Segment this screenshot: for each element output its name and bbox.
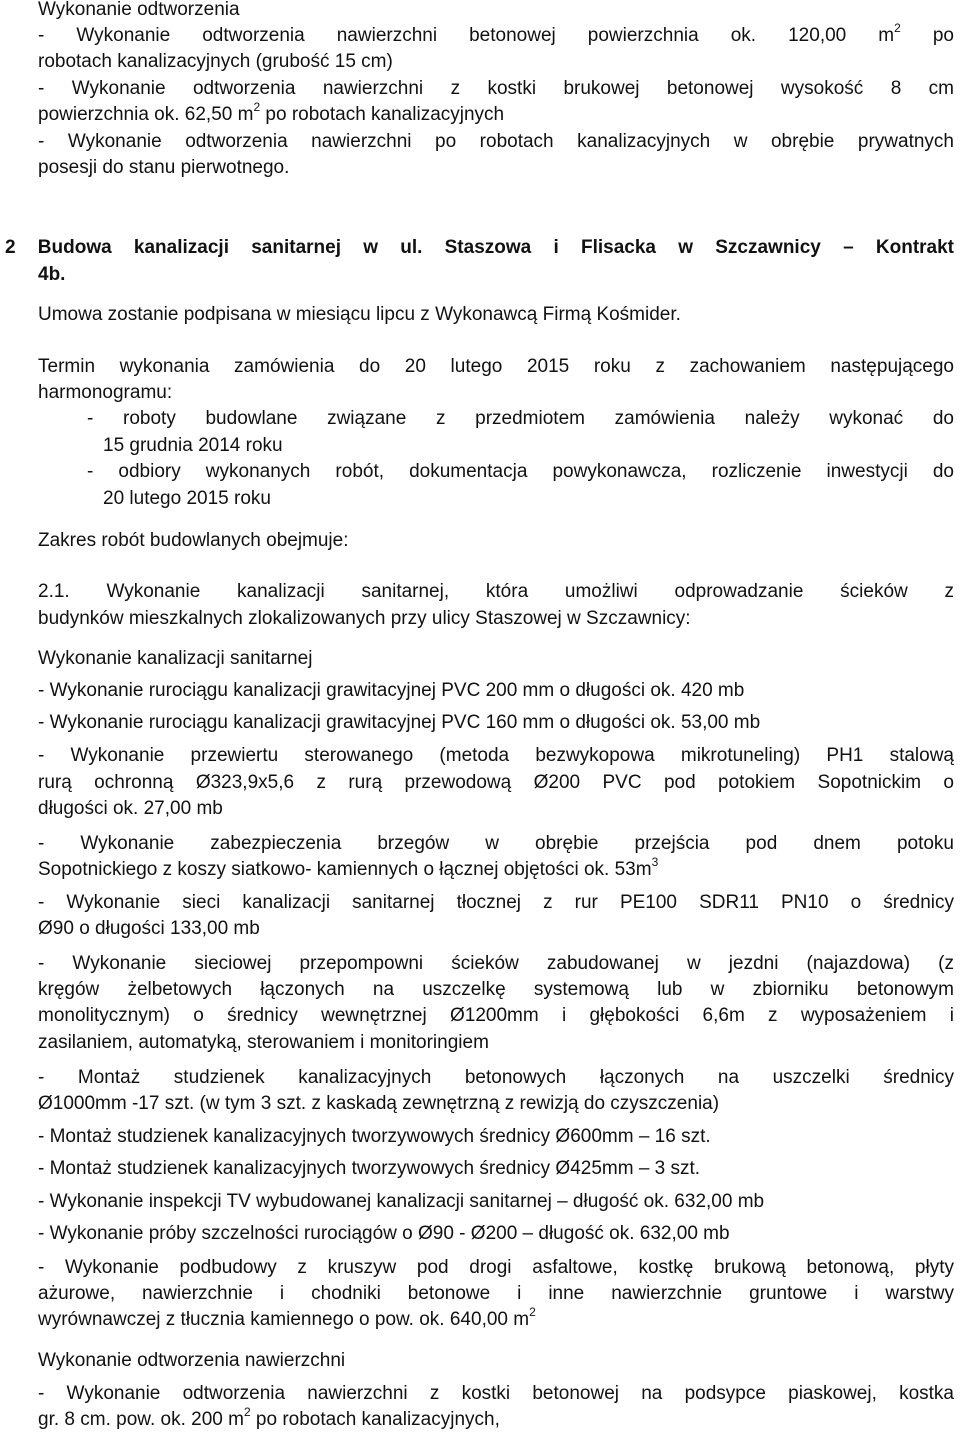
list-item: Sopotnickiego z koszy siatkowo- kamiennych o łącznej objętości ok. $53m^3$ xyxy=(38,854,659,880)
list-item: kręgów żelbetowych łączonych na uszczelkę systemową lub w zbiorniku betonowym xyxy=(38,979,954,1000)
list-item: - Wykonanie inspekcji TV wybudowanej kanalizacji sanitarnej – długość ok. 632,00 mb xyxy=(38,1191,765,1212)
superscript: 2 xyxy=(243,1404,251,1419)
list-item: - Montaż studzienek kanalizacyjnych betonowych łączonych na uszczelki średnicy xyxy=(38,1067,954,1088)
list-item: ażurowe, nawierzchnie i chodniki betonowe i inne nawierzchnie gruntowe i warstwy xyxy=(38,1283,954,1304)
subsection-heading: budynków mieszkalnych zlokalizowanych przy ulicy Staszowej w Szczawnicy: xyxy=(38,608,691,629)
paragraph-line: powierzchnia ok. 62,50 $m^2$ po robotach kanalizacyjnych xyxy=(38,99,505,125)
scope-label: Zakres robót budowlanych obejmuje: xyxy=(38,530,349,551)
list-item: Ø1000mm -17 szt. (w tym 3 szt. z kaskadą zewnętrzną z rewizją do czyszczenia) xyxy=(38,1093,720,1114)
superscript: 3 xyxy=(651,854,659,869)
section-heading: 2 Budowa kanalizacji sanitarnej w ul. Staszowa i Flisacka w Szczawnicy – Kontrakt xyxy=(5,237,954,258)
list-item: długości ok. 27,00 mb xyxy=(38,798,223,819)
list-item: monolitycznym) o średnicy wewnętrznej Ø1200mm i głębokości 6,6m z wyposażeniem i xyxy=(38,1005,954,1026)
superscript: 2 xyxy=(253,99,261,114)
list-item: rurą ochronną Ø323,9x5,6 z rurą przewodową Ø200 PVC pod potokiem Sopotnickim o xyxy=(38,772,954,793)
list-item: - Wykonanie sieci kanalizacji sanitarnej tłocznej z rur PE100 SDR11 PN10 o średnicy xyxy=(38,892,954,913)
contract-note: Umowa zostanie podpisana w miesiącu lipcu z Wykonawcą Firmą Kośmider. xyxy=(38,304,681,325)
paragraph-line: harmonogramu: xyxy=(38,382,173,403)
subsection-title: Wykonanie odtworzenia nawierzchni xyxy=(38,1350,346,1371)
list-item: - Wykonanie sieciowej przepompowni ścieków zabudowanej w jezdni (najazdowa) (z xyxy=(38,953,954,974)
list-item: - Wykonanie podbudowy z kruszyw pod drogi asfaltowe, kostkę brukową betonową, płyty xyxy=(38,1257,954,1278)
schedule-item: - roboty budowlane związane z przedmiotem zamówienia należy wykonać do xyxy=(87,408,954,429)
schedule-item: 15 grudnia 2014 roku xyxy=(103,435,283,456)
paragraph-line: - Wykonanie odtworzenia nawierzchni betonowej powierzchnia ok. 120,00 $m^2$ po xyxy=(38,20,954,46)
list-item: - Wykonanie rurociągu kanalizacji grawitacyjnej PVC 200 mm o długości ok. 420 mb xyxy=(38,680,745,701)
section-heading: Wykonanie odtworzenia xyxy=(38,0,240,20)
list-item: Ø90 o długości 133,00 mb xyxy=(38,918,260,939)
superscript: 2 xyxy=(894,20,901,35)
paragraph-line: - Wykonanie odtworzenia nawierzchni z kostki brukowej betonowej wysokość 8 cm xyxy=(38,78,954,99)
section-heading: 4b. xyxy=(38,264,66,285)
list-item: wyrównawczej z tłucznia kamiennego o pow. ok. 640,00 $m^2$ xyxy=(38,1304,536,1330)
list-item: - Wykonanie zabezpieczenia brzegów w obrębie przejścia pod dnem potoku xyxy=(38,833,954,854)
list-item: - Wykonanie rurociągu kanalizacji grawitacyjnej PVC 160 mm o długości ok. 53,00 mb xyxy=(38,712,761,733)
list-item: - Montaż studzienek kanalizacyjnych tworzywowych średnicy Ø600mm – 16 szt. xyxy=(38,1126,711,1147)
superscript: 2 xyxy=(529,1304,536,1319)
subsection-title: Wykonanie kanalizacji sanitarnej xyxy=(38,648,313,669)
subsection-heading: 2.1. Wykonanie kanalizacji sanitarnej, która umożliwi odprowadzanie ścieków z xyxy=(38,581,954,602)
list-item: - Montaż studzienek kanalizacyjnych tworzywowych średnicy Ø425mm – 3 szt. xyxy=(38,1158,701,1179)
list-item: - Wykonanie próby szczelności rurociągów o Ø90 - Ø200 – długość ok. 632,00 mb xyxy=(38,1223,730,1244)
list-item: - Wykonanie przewiertu sterowanego (metoda bezwykopowa mikrotuneling) PH1 stalową xyxy=(38,745,954,766)
list-item: zasilaniem, automatyką, sterowaniem i monitoringiem xyxy=(38,1032,489,1053)
schedule-item: 20 lutego 2015 roku xyxy=(103,488,271,509)
schedule-item: - odbiory wykonanych robót, dokumentacja powykonawcza, rozliczenie inwestycji do xyxy=(87,461,954,482)
paragraph-line: posesji do stanu pierwotnego. xyxy=(38,157,290,178)
list-item: - Wykonanie odtworzenia nawierzchni z kostki betonowej na podsypce piaskowej, kostka xyxy=(38,1383,954,1404)
paragraph-line: robotach kanalizacyjnych (grubość 15 cm) xyxy=(38,51,393,72)
paragraph-line: Termin wykonania zamówienia do 20 lutego 2015 roku z zachowaniem następującego xyxy=(38,356,954,377)
list-item: gr. 8 cm. pow. ok. 200 $m^2$ po robotach kanalizacyjnych, xyxy=(38,1404,500,1430)
paragraph-line: - Wykonanie odtworzenia nawierzchni po robotach kanalizacyjnych w obrębie prywatnych xyxy=(38,131,954,152)
